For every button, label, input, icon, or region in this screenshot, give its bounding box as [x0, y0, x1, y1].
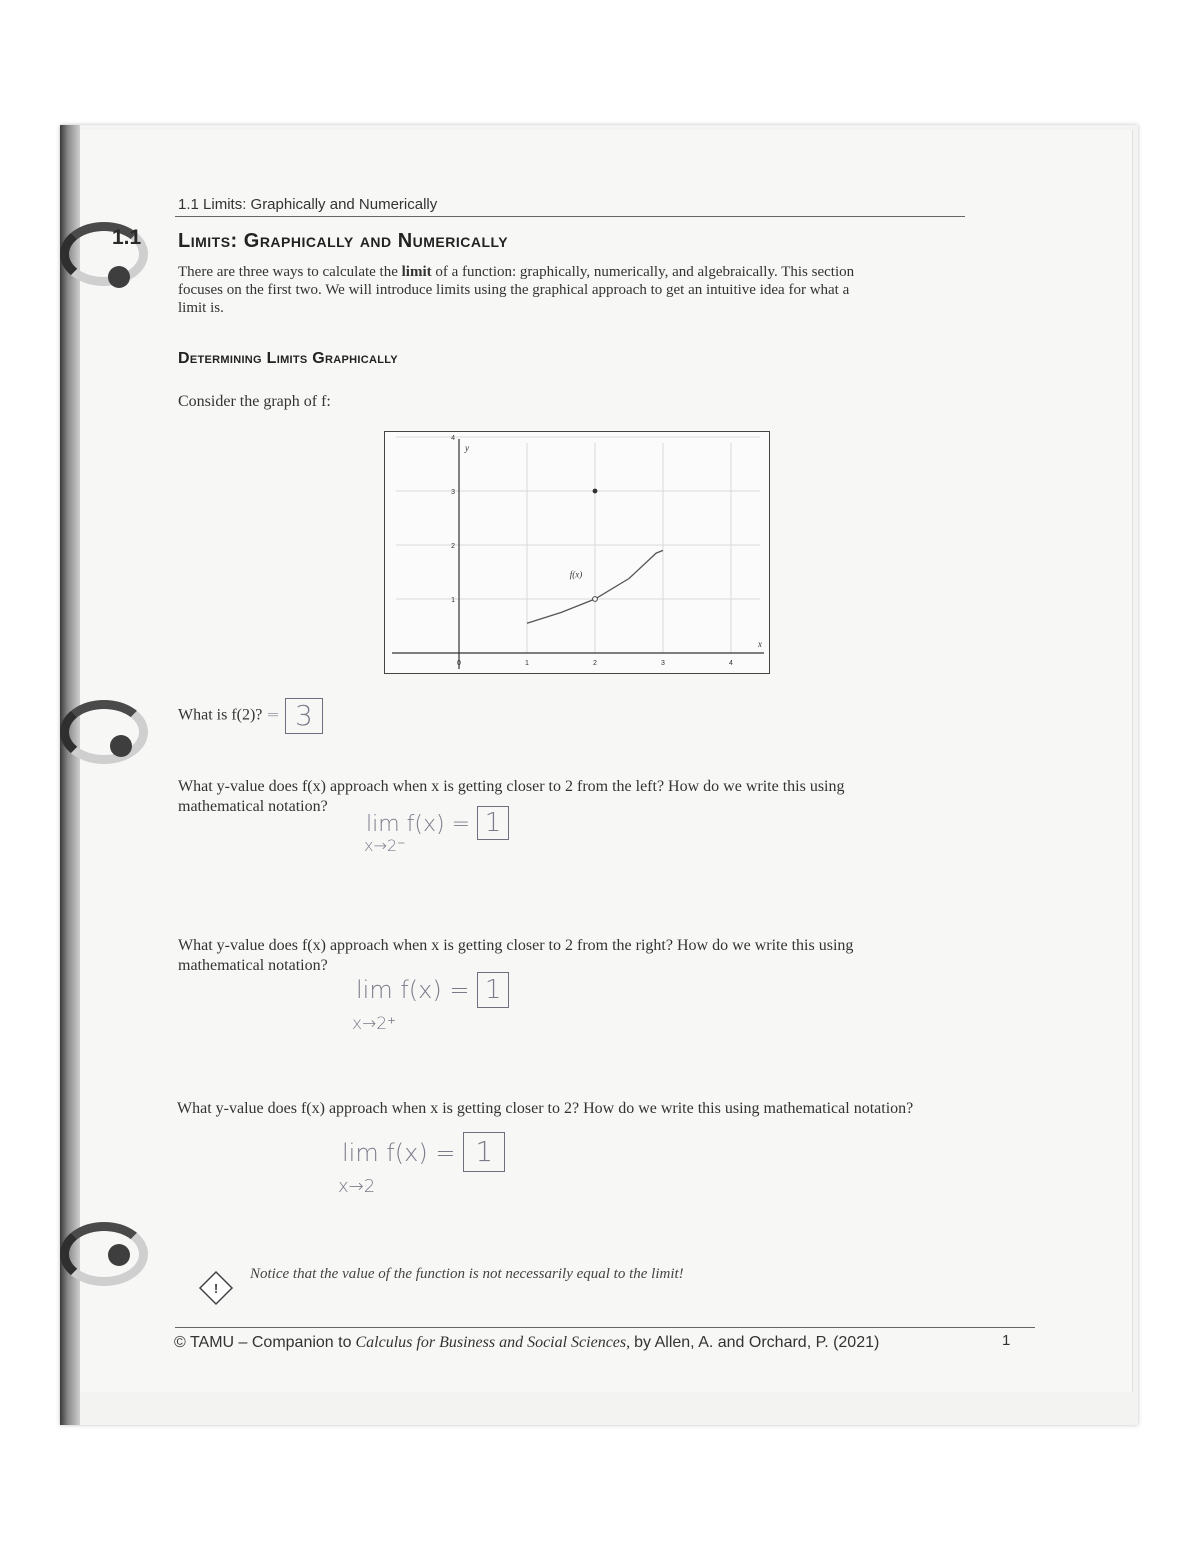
- subsection-title: Determining Limits Graphically: [178, 350, 398, 367]
- question-1: What is f(2)? = 3: [178, 698, 978, 734]
- intro-line1-pre: There are three ways to calculate the: [178, 264, 402, 280]
- y-tick-label: 2: [451, 543, 455, 550]
- intro-bold-term: limit: [401, 264, 432, 280]
- y-tick-label: 3: [451, 489, 455, 496]
- punch-hole-middle: [110, 735, 132, 757]
- limit-right-expression: lim f(x) =: [356, 976, 470, 1004]
- binder-ring-bottom: [60, 1222, 148, 1286]
- function-graph: [384, 431, 770, 674]
- question-3-line2: mathematical notation?: [178, 957, 328, 974]
- question-2: [178, 777, 978, 817]
- x-axis-label: x: [758, 639, 762, 649]
- y-tick-label: 4: [451, 435, 455, 442]
- section-title: Limits: Graphically and Numerically: [178, 230, 509, 252]
- page: [80, 130, 1133, 1392]
- question-4: What y-value does f(x) approach when x is getting closer to 2? How do we write this using mathematical notation?: [177, 1100, 914, 1117]
- limit-two-sided-notation: [342, 1132, 505, 1172]
- notice-text: Notice that the value of the function is not necessarily equal to the limit!: [250, 1266, 684, 1282]
- answer-box-4: 1: [463, 1132, 505, 1172]
- open-point: [593, 597, 598, 602]
- answer-box-2: 1: [477, 806, 509, 840]
- x-tick-label: 0: [457, 660, 461, 667]
- section-number: 1.1: [112, 226, 142, 249]
- footer-copyright: © TAMU – Companion to: [174, 1334, 352, 1351]
- question-3: [178, 936, 978, 976]
- answer-box-3: 1: [477, 972, 509, 1008]
- warning-mark: !: [213, 1281, 219, 1296]
- warning-diamond-icon: [198, 1270, 234, 1306]
- intro-line3: limit is.: [178, 300, 224, 316]
- x-tick-label: 1: [525, 660, 529, 667]
- limit-two-sided-expression: lim f(x) =: [342, 1139, 456, 1167]
- question-2-line2: mathematical notation?: [178, 798, 328, 815]
- limit-two-sided-subscript: x→2: [338, 1176, 376, 1197]
- footer-book-title: Calculus for Business and Social Sciences,: [355, 1334, 631, 1351]
- limit-left-expression: lim f(x) =: [366, 812, 471, 837]
- consider-text: Consider the graph of f:: [178, 393, 331, 410]
- footer-citation: [174, 1334, 879, 1352]
- filled-point: [593, 489, 598, 494]
- footer-rule: [175, 1327, 1035, 1328]
- x-tick-label: 4: [729, 660, 733, 667]
- header-rule: [175, 216, 965, 217]
- running-head: 1.1 Limits: Graphically and Numerically: [178, 196, 438, 213]
- question-3-line1: What y-value does f(x) approach when x is getting closer to 2 from the right? How do we write this using: [178, 937, 854, 954]
- limit-left-notation: [366, 806, 509, 840]
- limit-right-subscript: x→2⁺: [352, 1014, 397, 1034]
- x-tick-label: 2: [593, 660, 597, 667]
- footer-authors: by Allen, A. and Orchard, P. (2021): [634, 1334, 880, 1351]
- punch-hole-top: [108, 266, 130, 288]
- intro-paragraph: [178, 263, 968, 317]
- intro-line2: focuses on the first two. We will introduce limits using the graphical approach to get an intuitive idea for what a: [178, 282, 850, 298]
- answer-box-1: 3: [285, 698, 323, 734]
- y-axis-label: y: [465, 443, 469, 453]
- page-number: 1: [1002, 1332, 1011, 1349]
- limit-left-subscript: x→2⁻: [364, 836, 406, 855]
- binder-ring-middle: [60, 700, 148, 764]
- question-2-line1: What y-value does f(x) approach when x is getting closer to 2 from the left? How do we write this using: [178, 778, 845, 795]
- limit-right-notation: [356, 972, 509, 1008]
- intro-line1-post: of a function: graphically, numerically, and algebraically. This section: [431, 264, 855, 280]
- curve-label: f(x): [569, 569, 583, 580]
- x-tick-label: 3: [661, 660, 665, 667]
- graph-frame: [385, 432, 770, 674]
- punch-hole-bottom: [108, 1244, 130, 1266]
- y-tick-label: 1: [451, 597, 455, 604]
- question-1-text: What is f(2)?: [178, 706, 263, 724]
